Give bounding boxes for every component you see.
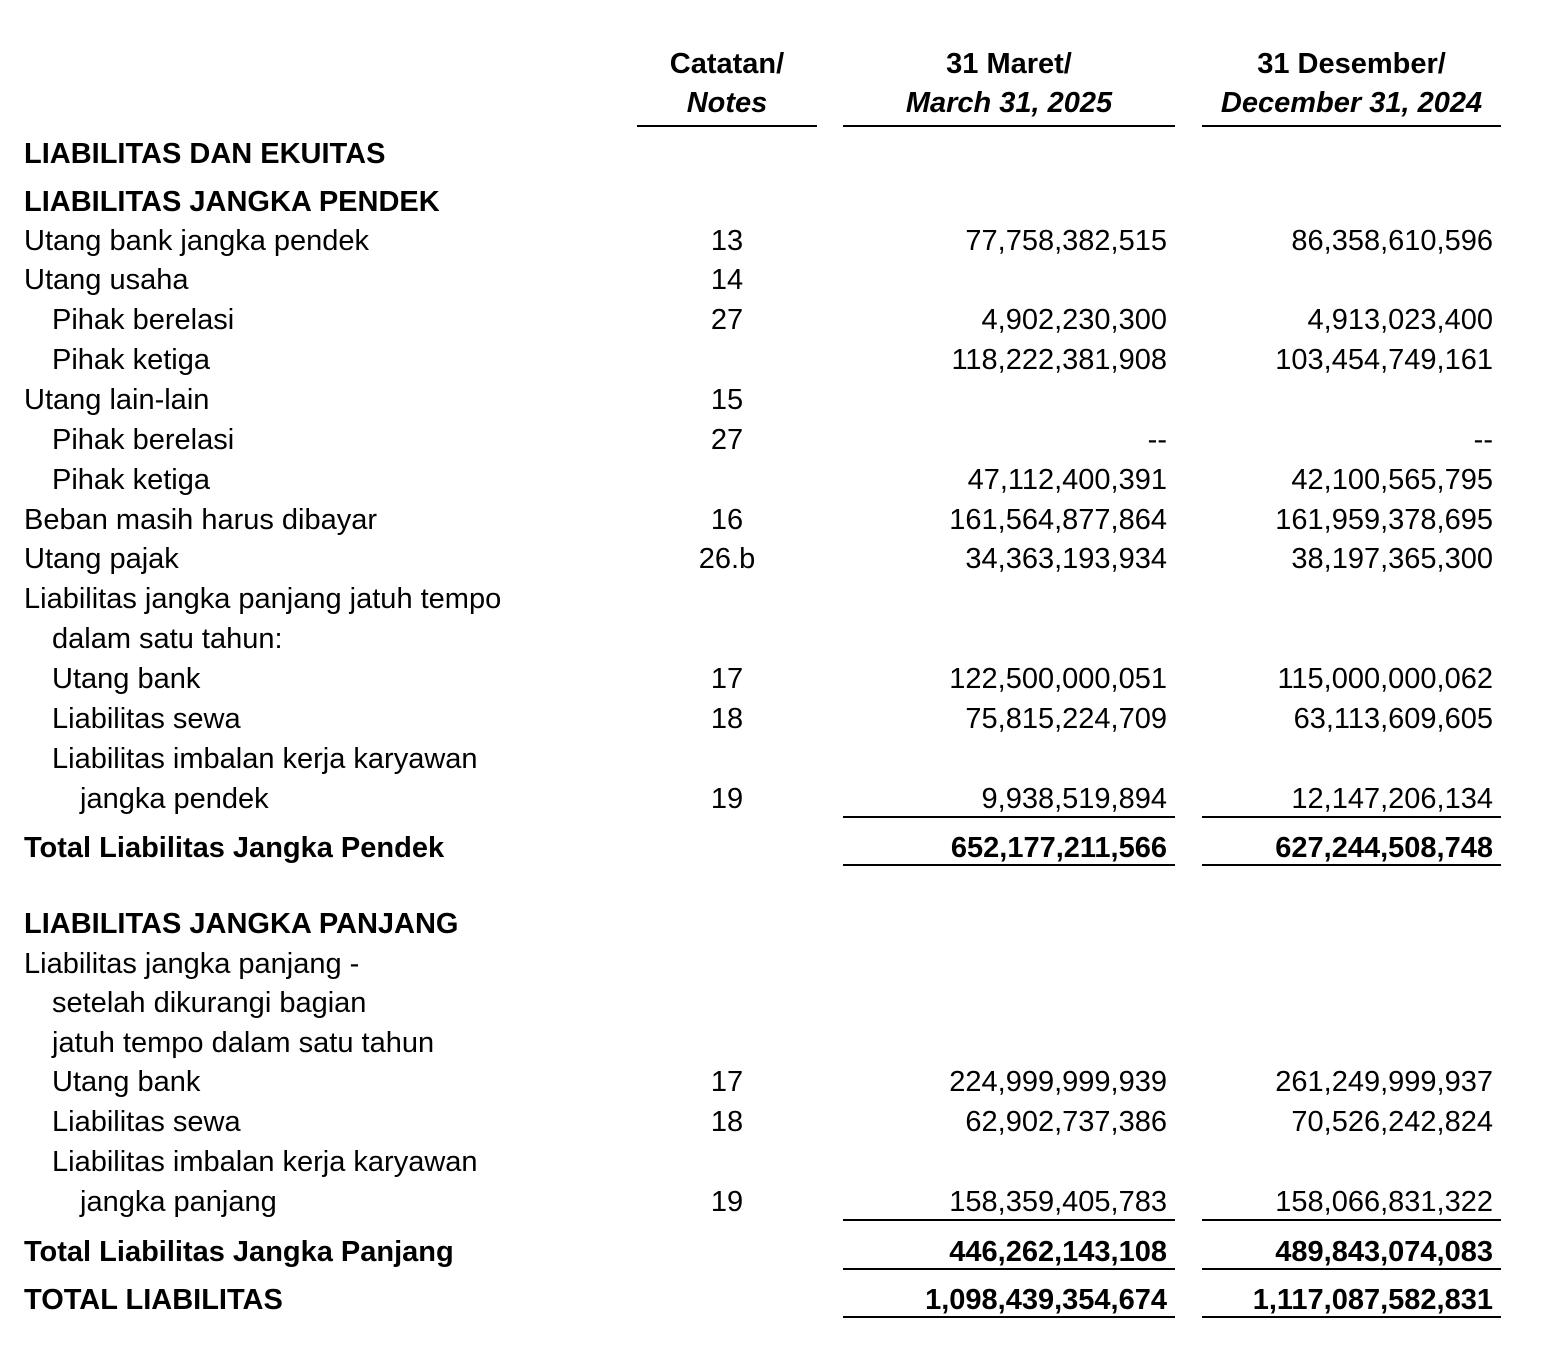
table-row — [0, 699, 1546, 739]
row-label: LIABILITAS JANGKA PANJANG — [24, 908, 459, 940]
row-value-december: 4,913,023,400 — [1307, 304, 1493, 336]
row-label: Utang bank — [52, 1066, 201, 1098]
table-row — [0, 1023, 1546, 1063]
row-label: LIABILITAS DAN EKUITAS — [24, 138, 386, 170]
row-note: 27 — [710, 424, 744, 456]
table-row — [0, 300, 1546, 340]
march-header-en: March 31, 2025 — [905, 87, 1113, 119]
row-value-march: 161,564,877,864 — [949, 504, 1167, 536]
subtotal-rule — [843, 816, 1175, 818]
row-value-march: 122,500,000,051 — [949, 663, 1167, 695]
row-value-march: 118,222,381,908 — [951, 344, 1167, 376]
subtotal-rule — [1202, 816, 1501, 818]
table-row — [0, 739, 1546, 779]
row-note: 15 — [710, 384, 744, 416]
table-row — [0, 1142, 1546, 1182]
row-note: 13 — [710, 225, 744, 257]
row-value-march: 652,177,211,566 — [950, 832, 1167, 864]
table-row — [0, 500, 1546, 540]
grand-total-rule — [843, 1316, 1175, 1318]
row-label: Liabilitas jangka panjang jatuh tempo — [24, 583, 502, 615]
december-header-id: 31 Desember/ — [1257, 48, 1446, 80]
section-heading-row — [0, 134, 1546, 174]
row-value-december: -- — [1473, 424, 1493, 456]
row-label: Liabilitas sewa — [52, 1106, 241, 1138]
notes-header-en: Notes — [686, 87, 768, 119]
table-row — [0, 221, 1546, 261]
row-note: 16 — [710, 504, 744, 536]
grand-total-rule — [1202, 1316, 1501, 1318]
table-row — [0, 659, 1546, 699]
table-row — [0, 1182, 1546, 1222]
total-row — [0, 828, 1546, 868]
row-label: Utang bank — [52, 663, 201, 695]
table-row — [0, 380, 1546, 420]
row-note: 19 — [710, 1186, 744, 1218]
row-label: jangka pendek — [80, 783, 269, 815]
row-note: 26.b — [698, 543, 756, 575]
row-value-march: 62,902,737,386 — [965, 1106, 1167, 1138]
row-value-december: 1,117,087,582,831 — [1252, 1284, 1493, 1316]
table-row — [0, 460, 1546, 500]
row-note: 18 — [710, 1106, 744, 1138]
subtotal-rule — [843, 1219, 1175, 1221]
row-value-december: 63,113,609,605 — [1293, 703, 1493, 735]
row-label: setelah dikurangi bagian — [52, 987, 367, 1019]
table-row — [0, 1102, 1546, 1142]
row-value-december: 489,843,074,083 — [1275, 1236, 1493, 1268]
row-value-december: 115,000,000,062 — [1277, 663, 1493, 695]
table-row — [0, 944, 1546, 984]
row-label: jatuh tempo dalam satu tahun — [52, 1027, 435, 1059]
total-rule — [1202, 864, 1501, 866]
row-label: Utang bank jangka pendek — [24, 225, 370, 257]
row-value-december: 261,249,999,937 — [1275, 1066, 1493, 1098]
row-label: Total Liabilitas Jangka Pendek — [24, 832, 445, 864]
row-label: Beban masih harus dibayar — [24, 504, 378, 536]
row-value-march: 77,758,382,515 — [965, 225, 1167, 257]
row-label: Liabilitas imbalan kerja karyawan — [52, 1146, 478, 1178]
total-rule — [843, 1268, 1175, 1270]
row-note: 19 — [710, 783, 744, 815]
table-row — [0, 579, 1546, 619]
row-value-march: 224,999,999,939 — [949, 1066, 1167, 1098]
row-value-march: 75,815,224,709 — [965, 703, 1167, 735]
row-value-december: 38,197,365,300 — [1291, 543, 1493, 575]
row-value-december: 161,959,378,695 — [1275, 504, 1493, 536]
row-label: LIABILITAS JANGKA PENDEK — [24, 186, 440, 218]
table-row — [0, 619, 1546, 659]
row-note: 17 — [710, 1066, 744, 1098]
row-value-march: 446,262,143,108 — [949, 1236, 1167, 1268]
row-label: Liabilitas sewa — [52, 703, 241, 735]
table-row — [0, 539, 1546, 579]
row-label: Pihak ketiga — [52, 344, 210, 376]
row-value-december: 70,526,242,824 — [1291, 1106, 1493, 1138]
row-label: Liabilitas imbalan kerja karyawan — [52, 743, 478, 775]
row-label: Pihak ketiga — [52, 464, 210, 496]
total-row — [0, 1232, 1546, 1272]
total-rule — [1202, 1268, 1501, 1270]
table-row — [0, 983, 1546, 1023]
row-label: Pihak berelasi — [52, 424, 235, 456]
row-value-december: 86,358,610,596 — [1291, 225, 1493, 257]
grand-total-row — [0, 1280, 1546, 1320]
section-heading-row — [0, 182, 1546, 222]
row-label: Utang lain-lain — [24, 384, 210, 416]
row-label: Liabilitas jangka panjang - — [24, 948, 360, 980]
table-row — [0, 340, 1546, 380]
row-value-march: 9,938,519,894 — [981, 783, 1167, 815]
row-label: Pihak berelasi — [52, 304, 235, 336]
row-value-december: 627,244,508,748 — [1275, 832, 1493, 864]
row-value-december: 158,066,831,322 — [1275, 1186, 1493, 1218]
row-value-march: 4,902,230,300 — [981, 304, 1167, 336]
subtotal-rule — [1202, 1219, 1501, 1221]
notes-column-header — [637, 45, 817, 127]
row-note: 18 — [710, 703, 744, 735]
row-label: Utang usaha — [24, 264, 189, 296]
total-rule — [843, 864, 1175, 866]
row-note: 14 — [710, 264, 744, 296]
row-label: TOTAL LIABILITAS — [24, 1284, 283, 1316]
row-value-march: 1,098,439,354,674 — [925, 1284, 1167, 1316]
notes-header-id: Catatan/ — [669, 48, 785, 80]
row-value-december: 12,147,206,134 — [1291, 783, 1493, 815]
table-row — [0, 260, 1546, 300]
row-note: 27 — [710, 304, 744, 336]
march-2025-column-header — [843, 45, 1175, 127]
table-row — [0, 779, 1546, 819]
table-row — [0, 420, 1546, 460]
row-value-march: 158,359,405,783 — [949, 1186, 1167, 1218]
row-value-march: -- — [1147, 424, 1167, 456]
row-value-december: 103,454,749,161 — [1275, 344, 1493, 376]
section-heading-row — [0, 904, 1546, 944]
december-header-en: December 31, 2024 — [1220, 87, 1483, 119]
march-header-id: 31 Maret/ — [946, 48, 1072, 80]
row-value-march: 47,112,400,391 — [967, 464, 1167, 496]
table-row — [0, 1062, 1546, 1102]
row-label: jangka panjang — [80, 1186, 277, 1218]
row-value-march: 34,363,193,934 — [965, 543, 1167, 575]
row-note: 17 — [710, 663, 744, 695]
row-value-december: 42,100,565,795 — [1291, 464, 1493, 496]
december-2024-column-header — [1202, 45, 1501, 127]
row-label: Total Liabilitas Jangka Panjang — [24, 1236, 454, 1268]
row-label: Utang pajak — [24, 543, 179, 575]
row-label: dalam satu tahun: — [52, 623, 283, 655]
